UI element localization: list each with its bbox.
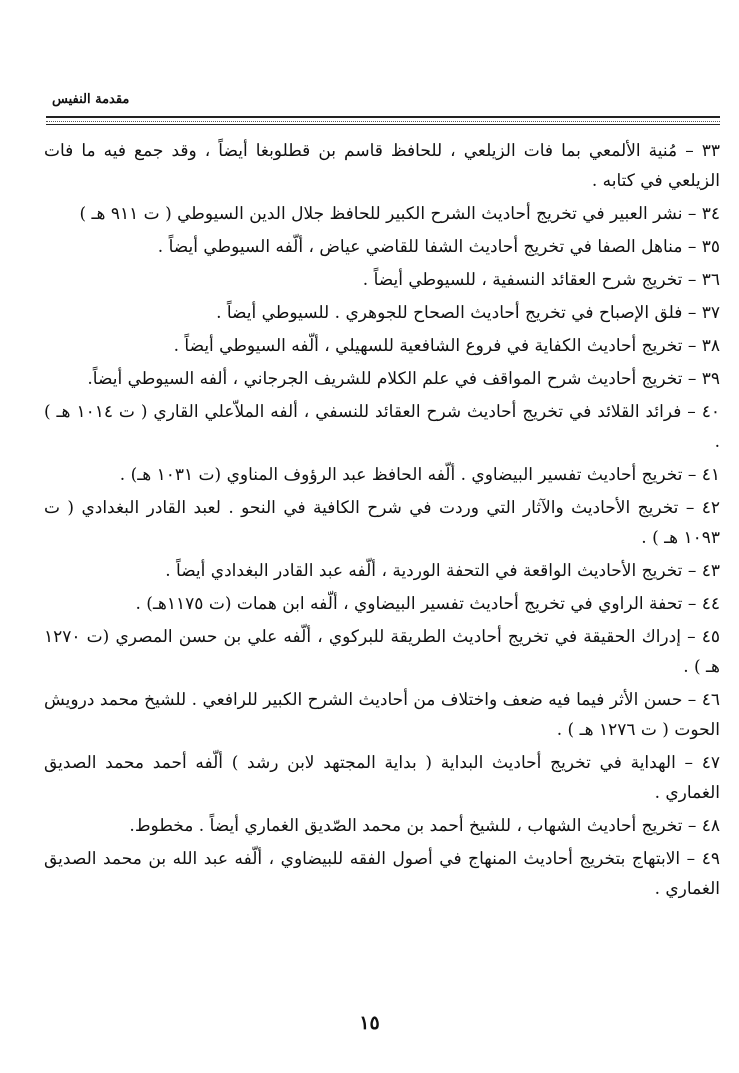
list-item: ٤٤ – تحفة الراوي في تخريج أحاديث تفسير البيضاوي ، ألّفه ابن همات (ت ١١٧٥هـ) . [135, 594, 720, 614]
list-item: ٤٠ – فرائد القلائد في تخريج أحاديث شرح العقائد للنسفي ، ألفه الملاّعلي القاري ( ت ١٠١٤ هـ ) . [44, 402, 720, 452]
list-item: ٤٢ – تخريج الأحاديث والآثار التي وردت في شرح الكافية في النحو . لعبد القادر البغدادي ( ت ١٠٩٣ هـ ) . [44, 498, 720, 548]
page-number: ١٥ [359, 1012, 380, 1034]
list-item: ٣٣ – مُنية الألمعي بما فات الزيلعي ، للحافظ قاسم بن قطلوبغا أيضاً ، وقد جمع فيه ما فات الزيلعي في كتابه . [44, 141, 720, 191]
list-item: ٤١ – تخريج أحاديث تفسير البيضاوي . ألّفه الحافظ عبد الرؤوف المناوي (ت ١٠٣١ هـ) . [119, 465, 720, 485]
list-item: ٤٦ – حسن الأثر فيما فيه ضعف واختلاف من أحاديث الشرح الكبير للرافعي . للشيخ محمد درويش الحوت ( ت ١٢٧٦ هـ ) . [44, 690, 720, 740]
list-item: ٣٦ – تخريج شرح العقائد النسفية ، للسيوطي أيضاً . [362, 270, 720, 290]
list-item: ٤٥ – إدراك الحقيقة في تخريج أحاديث الطريقة للبركوي ، ألّفه علي بن حسن المصري (ت ١٢٧٠ هـ ) . [44, 627, 720, 677]
entries-list [44, 136, 720, 907]
list-item: ٤٧ – الهداية في تخريج أحاديث البداية ( بداية المجتهد لابن رشد ) ألّفه أحمد محمد الصديق الغماري . [44, 753, 720, 803]
list-item: ٣٤ – نشر العبير في تخريج أحاديث الشرح الكبير للحافظ جلال الدين السيوطي ( ت ٩١١ هـ ) [79, 204, 720, 224]
running-header-title: مقدمة النفيس [52, 92, 130, 107]
list-item: ٤٨ – تخريج أحاديث الشهاب ، للشيخ أحمد بن محمد الصّديق الغماري أيضاً . مخطوط. [129, 816, 720, 836]
list-item: ٣٧ – فلق الإصباح في تخريج أحاديث الصحاح للجوهري . للسيوطي أيضاً . [216, 303, 720, 323]
header-rule-dotted [46, 121, 720, 122]
list-item: ٣٥ – مناهل الصفا في تخريج أحاديث الشفا للقاضي عياض ، ألّفه السيوطي أيضاً . [157, 237, 720, 257]
header-rule-bottom [46, 124, 720, 125]
list-item: ٤٣ – تخريج الأحاديث الواقعة في التحفة الوردية ، ألّفه عبد القادر البغدادي أيضاً . [165, 561, 720, 581]
header-rule-top [46, 116, 720, 118]
list-item: ٤٩ – الابتهاج بتخريج أحاديث المنهاج في أصول الفقه للبيضاوي ، ألّفه عبد الله بن محمد الصديق الغماري . [44, 849, 720, 899]
list-item: ٣٩ – تخريج أحاديث شرح المواقف في علم الكلام للشريف الجرجاني ، ألفه السيوطي أيضاً. [87, 369, 720, 389]
list-item: ٣٨ – تخريج أحاديث الكفاية في فروع الشافعية للسهيلي ، ألّفه السيوطي أيضاً . [173, 336, 720, 356]
